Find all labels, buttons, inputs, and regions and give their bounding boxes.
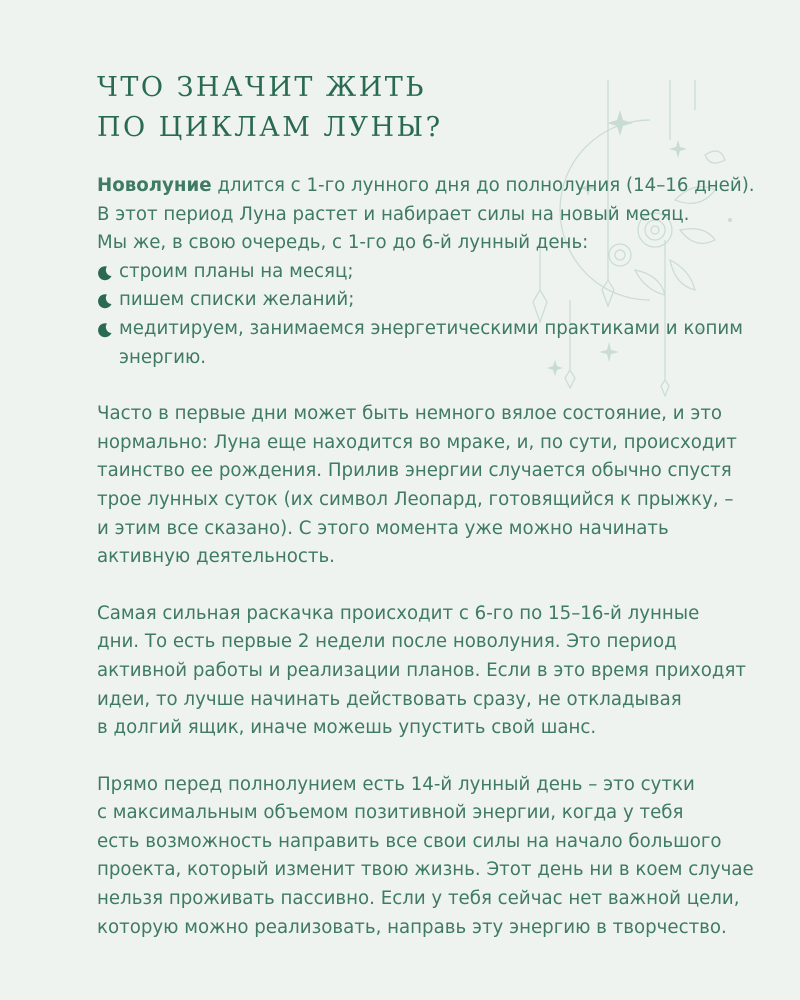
text-line: в долгий ящик, иначе можешь упустить свой шанс.	[97, 717, 597, 739]
article-body	[97, 172, 757, 942]
list-item-continuation: энергию.	[119, 346, 207, 368]
text-line: идеи, то лучше начинать действовать сразу, не откладывая	[97, 688, 682, 710]
text-line: Самая сильная раскачка происходит с 6-го по 15–16-й лунные	[97, 602, 700, 624]
paragraph-new-moon	[97, 172, 757, 372]
page-title	[97, 68, 443, 148]
list-item-text: строим планы на месяц;	[119, 260, 354, 282]
crescent-moon-icon	[97, 265, 113, 281]
text-line: нормально: Луна еще находится во мраке, и, по сути, происходит	[97, 431, 737, 453]
text-line: с максимальным объемом позитивной энергии, когда у тебя	[97, 802, 684, 824]
paragraph-active-phase	[97, 600, 757, 743]
text-line: проекта, который изменит твою жизнь. Этот день ни в коем случае	[97, 859, 754, 881]
keyword-new-moon: Новолуние	[97, 175, 212, 196]
text-line: Мы же, в свою очередь, с 1-го до 6-й лунный день:	[97, 232, 589, 254]
text-line: трое лунных суток (их символ Леопард, готовящийся к прыжку, –	[97, 488, 734, 510]
text-line: Прямо перед полнолунием есть 14-й лунный день – это сутки	[97, 773, 695, 795]
text-line: и этим все сказано). С этого момента уже можно начинать	[97, 517, 669, 539]
text-line: Часто в первые дни может быть немного вялое состояние, и это	[97, 403, 723, 425]
text-line: активной работы и реализации планов. Если в это время приходят	[97, 659, 747, 681]
list-item	[97, 258, 757, 287]
crescent-moon-icon	[97, 322, 113, 338]
text-line: дни. То есть первые 2 недели после новолуния. Это период	[97, 631, 677, 653]
list-item-text: медитируем, занимаемся энергетическими практиками и копим	[119, 317, 743, 339]
text-line: есть возможность направить все свои силы на начало большого	[97, 830, 722, 852]
text-span: длится с 1-го лунного дня до полнолуния (14–16 дней).	[211, 175, 755, 196]
title-line-1: ЧТО ЗНАЧИТ ЖИТЬ	[97, 72, 427, 103]
list-item-text: пишем списки желаний;	[119, 289, 355, 311]
title-line-2: ПО ЦИКЛАМ ЛУНЫ?	[97, 112, 443, 143]
paragraph-first-days	[97, 400, 757, 572]
paragraph-full-moon	[97, 771, 757, 943]
crescent-moon-icon	[97, 293, 113, 309]
text-line: активную деятельность.	[97, 546, 335, 568]
text-line: таинство ее рождения. Прилив энергии случается обычно спустя	[97, 460, 732, 482]
text-line	[97, 172, 757, 201]
text-line: нельзя проживать пассивно. Если у тебя сейчас нет важной цели,	[97, 888, 740, 910]
list-item	[97, 315, 757, 344]
text-line: В этот период Луна растет и набирает силы на новый месяц.	[97, 203, 690, 225]
list-item	[97, 286, 757, 315]
text-line: которую можно реализовать, направь эту энергию в творчество.	[97, 916, 727, 938]
